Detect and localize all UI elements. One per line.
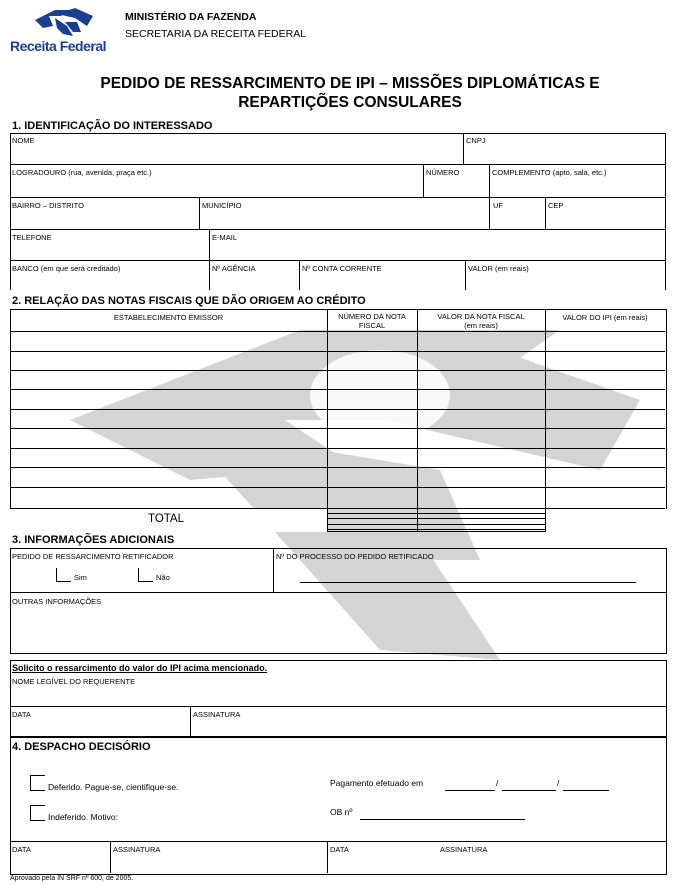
col-valor-ipi: VALOR DO IPI (em reais): [562, 313, 648, 322]
despacho-assinatura1-label: ASSINATURA: [113, 845, 161, 854]
form-title-line1: PEDIDO DE RESSARCIMENTO DE IPI – MISSÕES DIPLOMÁTICAS E: [100, 75, 600, 92]
col-estabelecimento: ESTABELECIMENTO EMISSOR: [113, 313, 224, 322]
numero-field[interactable]: [426, 179, 486, 195]
col-valor-nota-line2: (em reais): [464, 321, 498, 330]
request-assinatura-field[interactable]: [193, 720, 662, 734]
request-assinatura-label: ASSINATURA: [193, 710, 241, 719]
deferido-checkbox[interactable]: [30, 775, 45, 791]
table-row[interactable]: [10, 467, 665, 468]
table-row[interactable]: [10, 370, 665, 371]
secretariat-name: SECRETARIA DA RECEITA FEDERAL: [125, 28, 307, 40]
nao-checkbox[interactable]: [138, 568, 153, 582]
banco-label: BANCO (em que será creditado): [12, 264, 121, 273]
col-numero-line2: FISCAL: [358, 321, 386, 330]
deferido-label: Deferido. Pague-se, cientifique-se.: [48, 782, 179, 792]
despacho-data1-label: DATA: [12, 845, 31, 854]
logradouro-label: LOGRADOURO (rua, avenida, praça etc.): [12, 168, 152, 177]
form-title-line2: REPARTIÇÕES CONSULARES: [238, 94, 462, 111]
total-valor-field[interactable]: [418, 509, 544, 529]
processo-label: Nº DO PROCESSO DO PEDIDO RETIFICADO: [276, 552, 434, 561]
sim-label: Sim: [74, 573, 87, 582]
despacho-assinatura2-field[interactable]: [440, 856, 662, 871]
pagamento-label: Pagamento efetuado em: [330, 778, 424, 788]
nome-legivel-field[interactable]: [12, 688, 662, 704]
approval-footnote: Aprovado pela IN SRF nº 600, de 2005.: [10, 875, 134, 882]
col-numero-line1: NÚMERO DA NOTA: [338, 312, 406, 321]
valor-field[interactable]: [468, 274, 662, 288]
telefone-label: TELEFONE: [12, 233, 52, 242]
section1-title: 1. IDENTIFICAÇÃO DO INTERESSADO: [12, 120, 213, 132]
conta-field[interactable]: [302, 274, 462, 288]
table-row[interactable]: [10, 351, 665, 352]
banco-field[interactable]: [12, 274, 206, 288]
section3-title: 3. INFORMAÇÕES ADICIONAIS: [12, 534, 175, 546]
despacho-assinatura1-field[interactable]: [113, 856, 324, 871]
bairro-field[interactable]: [12, 211, 196, 227]
table-row[interactable]: [10, 409, 665, 410]
pagamento-ano-field[interactable]: [563, 778, 609, 791]
logo-text: Receita Federal: [10, 38, 106, 54]
section4-title: 4. DESPACHO DECISÓRIO: [12, 741, 151, 753]
cep-label: CEP: [548, 201, 564, 210]
uf-label: UF: [493, 201, 503, 210]
sim-checkbox[interactable]: [56, 568, 71, 582]
uf-field[interactable]: [492, 211, 542, 227]
telefone-field[interactable]: [12, 243, 206, 258]
ministry-name: MINISTÉRIO DA FAZENDA: [125, 11, 257, 23]
agencia-field[interactable]: [212, 274, 296, 288]
table-row[interactable]: [10, 448, 665, 449]
date-separator-1: /: [496, 778, 499, 788]
municipio-field[interactable]: [202, 211, 486, 227]
request-data-label: DATA: [12, 710, 31, 719]
logradouro-field[interactable]: [12, 179, 420, 195]
nome-field[interactable]: [12, 146, 460, 162]
table-row[interactable]: [10, 428, 665, 429]
date-separator-2: /: [557, 778, 560, 788]
nome-label: NOME: [12, 136, 35, 145]
ob-field[interactable]: [360, 807, 525, 820]
section2-title: 2. RELAÇÃO DAS NOTAS FISCAIS QUE DÃO ORIGEM AO CRÉDITO: [12, 295, 366, 307]
outras-informacoes-field[interactable]: [12, 608, 662, 650]
email-field[interactable]: [212, 243, 662, 258]
complemento-field[interactable]: [492, 179, 662, 195]
notas-fiscais-table: [10, 309, 667, 532]
complemento-label: COMPLEMENTO (apto, sala, etc.): [492, 168, 607, 177]
despacho-data1-field[interactable]: [12, 856, 107, 871]
conta-label: Nº CONTA CORRENTE: [302, 264, 382, 273]
agencia-label: Nº AGÊNCIA: [212, 264, 256, 273]
total-label: TOTAL: [148, 513, 184, 525]
email-label: E-MAIL: [212, 233, 238, 242]
cnpj-field[interactable]: [466, 146, 662, 162]
ob-label: OB nº: [330, 807, 353, 817]
outras-informacoes-label: OUTRAS INFORMAÇÕES: [12, 597, 102, 606]
cnpj-label: CNPJ: [466, 136, 486, 145]
indeferido-checkbox[interactable]: [30, 805, 45, 821]
total-numero-field[interactable]: [328, 509, 416, 529]
table-row[interactable]: [10, 487, 665, 488]
request-statement: Solicito o ressarcimento do valor do IPI acima mencionado.: [12, 663, 268, 673]
bairro-label: BAIRRO – DISTRITO: [12, 201, 84, 210]
cep-field[interactable]: [548, 211, 662, 227]
col-valor-nota-line1: VALOR DA NOTA FISCAL: [437, 312, 525, 321]
processo-field[interactable]: [300, 568, 636, 583]
nao-label: Não: [156, 573, 170, 582]
table-row[interactable]: [10, 389, 665, 390]
numero-label: NÚMERO: [426, 168, 460, 177]
despacho-assinatura2-label: ASSINATURA: [440, 845, 488, 854]
despacho-data2-field[interactable]: [330, 856, 430, 871]
nome-legivel-label: NOME LEGÍVEL DO REQUERENTE: [12, 677, 136, 686]
municipio-label: MUNICÍPIO: [202, 201, 242, 210]
pagamento-mes-field[interactable]: [502, 778, 556, 791]
despacho-data2-label: DATA: [330, 845, 349, 854]
indeferido-label: Indeferido. Motivo:: [48, 812, 118, 822]
pagamento-dia-field[interactable]: [445, 778, 495, 791]
valor-label: VALOR (em reais): [468, 264, 529, 273]
request-data-field[interactable]: [12, 720, 187, 734]
pedido-retificador-label: PEDIDO DE RESSARCIMENTO RETIFICADOR: [12, 552, 174, 561]
receita-federal-logo-icon: [35, 4, 95, 38]
